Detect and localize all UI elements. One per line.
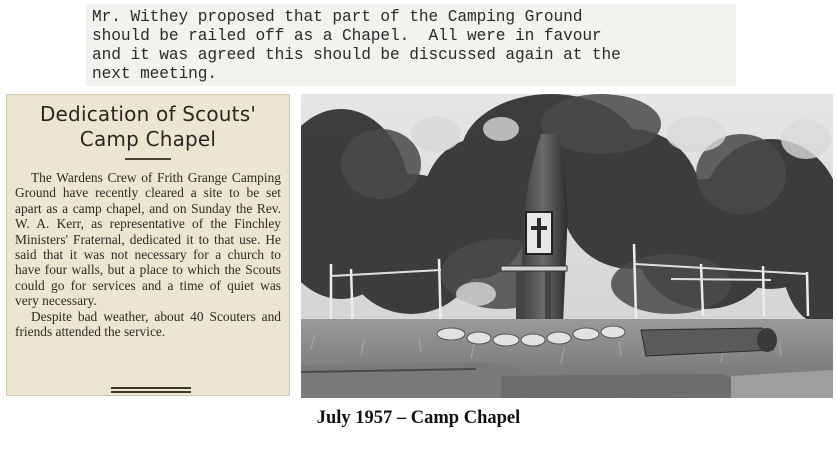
minutes-line: Mr. Withey proposed that part of the Camping Ground (92, 8, 583, 26)
camp-chapel-photo (301, 94, 833, 398)
minutes-line: should be railed off as a Chapel. All were in favour (92, 27, 602, 45)
newspaper-clipping (6, 94, 290, 396)
headline-divider (125, 158, 171, 160)
end-of-article-rule (111, 387, 191, 389)
clipping-paragraph: The Wardens Crew of Frith Grange Camping Ground have recently cleared a site to be set apart as a camp chapel, and on Sunday the Rev. W. A. Kerr, as representative of the Finchley Ministers' Fraternal, dedicated it to that use. He said that it was not necessary for a church to have four walls, but a place to which the Scouts could go for services and a time of quiet was very necessary. (15, 170, 281, 309)
photo-illustration (301, 94, 833, 398)
clipping-headline-line1: Dedication of Scouts' (39, 102, 257, 126)
clipping-body (7, 170, 289, 339)
clipping-paragraph: Despite bad weather, about 40 Scouters and friends attended the service. (15, 308, 281, 340)
clipping-headline (7, 102, 289, 152)
minutes-line: and it was agreed this should be discussed again at the (92, 46, 621, 64)
minutes-line: next meeting. (92, 65, 217, 83)
photo-caption: July 1957 – Camp Chapel (316, 408, 521, 428)
clipping-headline-line2: Camp Chapel (79, 127, 217, 151)
minutes-excerpt (86, 4, 736, 86)
